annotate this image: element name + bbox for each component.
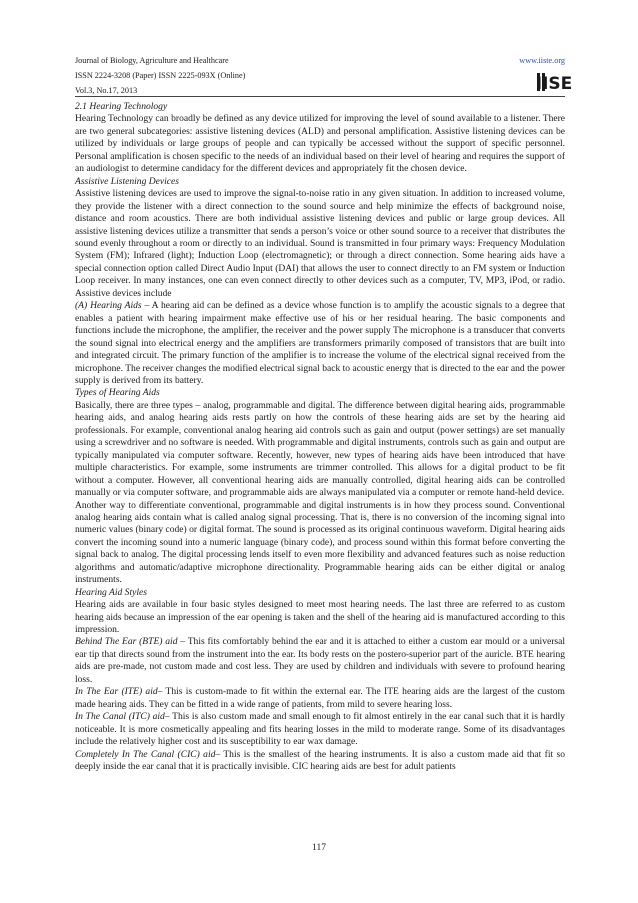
lead-itc: In The Canal (ITC) aid [75, 711, 165, 723]
logo-text: IISE [535, 74, 573, 94]
page-number: 117 [312, 843, 326, 853]
lead-ite: In The Ear (ITE) aid [75, 686, 158, 698]
paragraph-ite [75, 686, 565, 711]
iiste-logo-icon [535, 71, 573, 94]
text-ite: – This is custom-made to fit within the external ear. The ITE hearing aids are the largest of the custom made hearing aids. They can be fitted in a wide range of patients, from mild to severe hearing loss. [75, 686, 565, 710]
section-heading-types: Types of Hearing Aids [75, 387, 160, 399]
paragraph-hearing-aids [75, 300, 565, 387]
lead-hearing-aids: (A) Hearing Aids [75, 300, 142, 312]
journal-url-link[interactable]: www.iiste.org [519, 56, 565, 65]
section-heading-hearing-technology: 2.1 Hearing Technology [75, 101, 168, 112]
text-itc: – This is also custom made and small enough to fit almost entirely in the ear canal such that it is hardly noticeable. It is more cosmetically appealing and fits hearing losses in the mild to moderate range. Some of its disadvantages include the relatively higher cost and its susceptibility to ear wax damage. [75, 711, 565, 748]
journal-volume: Vol.3, No.17, 2013 [75, 86, 138, 95]
text-bte: – This fits comfortably behind the ear and it is attached to either a custom ear mould or a universal ear tip that directs sound from the instrument into the ear. Its body rests on the postero-superior part of the auricle. BTE hearing aids are pre-made, not custom made and cost less. They are used by children and individuals with severe to profound hearing loss. [75, 636, 565, 685]
text-hearing-aids: – A hearing aid can be defined as a device whose function is to amplify the acoustic signals to a degree that enables a patient with hearing impairment make effective use of his or her residual hearing. The basic components and functions include the microphone, the amplifier, the receiver and the power supply The microphone is a transducer that converts the sound signal into electrical energy and the amplifiers are transformers primarily composed of transistors that are built into and integrated circuit. The primary function of the amplifier is to increase the volume of the electrical signal received from the microphone. The receiver changes the modified electrical signal back to acoustic energy that is directed to the ear and the power supply is derived from its battery. [75, 300, 565, 386]
header-divider [75, 96, 565, 97]
section-heading-assistive-devices: Assistive Listening Devices [75, 175, 179, 187]
text-cic: – This is the smallest of the hearing instruments. It is also a custom made aid that fit so deeply inside the ear canal that it is practically invisible. CIC hearing aids are best for adult patients [75, 748, 566, 773]
paragraph-types-2: Another way to differentiate conventional, programmable and digital instruments is in how they process sound. Conventional analog hearing aids contain what is called analog signal processing. That is, there is no conversion of the incoming signal into numeric values (binary code) or digital format. The sound is processed as its original continuous waveform. Digital hearing aids convert the incoming sound into a numeric language (binary code), and process sound within this format before converting the signal back to analog. The digital processing lends itself to even more flexibility and advanced features such as noise reduction algorithms and automatic/adaptive microphone directionality. Programmable hearing aids can be either digital or analog instruments. [75, 499, 565, 586]
journal-name: Journal of Biology, Agriculture and Healthcare [75, 56, 229, 65]
section-heading-styles: Hearing Aid Styles [75, 586, 147, 598]
paragraph-styles: Hearing aids are available in four basic styles designed to meet most hearing needs. The last three are referred to as custom hearing aids because an impression of the ear opening is taken and the shell of the hearing aid is manufactured according to this impression. [75, 599, 565, 636]
article-body [75, 101, 565, 773]
paragraph-hearing-technology: Hearing Technology can broadly be defined as any device utilized for improving the level of sound available to a listener. There are two general subcategories: assistive listening devices (ALD) and personal amplification. Assistive listening devices can be utilized by individuals or large groups of people and can typically be accessed without the support of specific personnel. Personal amplification is chosen specific to the needs of an individual based on their level of hearing and requires the support of an audiologist to determine candidacy for the different devices and appropriately fit the chosen device. [75, 113, 565, 175]
paragraph-bte [75, 636, 565, 686]
page-header [75, 53, 573, 98]
lead-bte: Behind The Ear (BTE) aid [75, 636, 178, 648]
paragraph-types-1: Basically, there are three types – analog, programmable and digital. The difference between digital hearing aids, programmable hearing aids, and analog hearing aids rests partly on how the controls of these hearing aids are set by the hearing aid professionals. For example, conventional analog hearing aid controls such as gain and output (power settings) are set manually using a screwdriver and no software is needed. With programmable and digital instruments, controls such as gain and output are typically manipulated via computer software. Recently, however, new types of hearing aids have been introduced that have multiple characteristics. For example, some instruments are trimmer controlled. This allows for a digital product to be fit without a computer. However, all conventional hearing aids are manually controlled, digital hearing aids can be controlled manually or via computer software, and programmable aids are always manipulated via a computer or remote hand-held device. [75, 399, 565, 499]
lead-cic: Completely In The Canal (CIC) aid [75, 748, 216, 760]
paragraph-cic [75, 749, 565, 774]
journal-issn: ISSN 2224-3208 (Paper) ISSN 2225-093X (Online) [75, 71, 246, 80]
paragraph-assistive-devices: Assistive listening devices are used to improve the signal-to-noise ratio in any given situation. In addition to increased volume, they provide the listener with a direct connection to the sound source and help minimize the effects of background noise, distance and room acoustics. There are both individual assistive listening devices and public or large group devices. All assistive listening devices utilize a transmitter that sends a person’s voice or other sound source to a receiver that distributes the sound evenly throughout a room or directly to an individual. Sound is transmitted in four primary ways: Frequency Modulation System (FM); Infrared (light); Induction Loop (electromagnetic); or through a direct connection. Some hearing aids have a special connection option called Direct Audio Input (DAI) that allows the user to connect directly to an FM system or Induction Loop receiver. In many instances, one can even connect directly to other devices such as a computer, TV, MP3, iPod, or radio. Assistive devices include [75, 188, 565, 299]
paragraph-itc [75, 711, 565, 748]
